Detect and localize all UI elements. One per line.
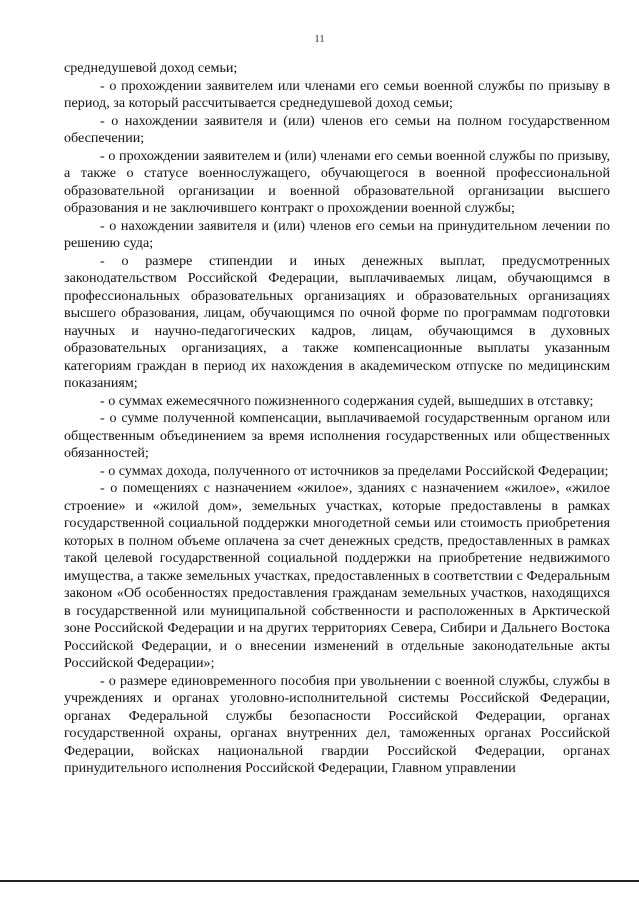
paragraph: - о прохождении заявителем или членами его семьи военной службы по призыву в период, за который рассчитывается среднедушевой доход семьи; [64,77,610,111]
page-number: 11 [314,33,325,45]
paragraph: - о размере единовременного пособия при увольнении с военной службы, службы в учреждениях и органах уголовно-исполнительной системы Российской Федерации, органах Федеральной службы безопасности Российской Федерации, органах государственной охраны, органах внутренних дел, таможенных органах Российской Федерации, войсках национальной гвардии Российской Федерации, органах принудительного исполнения Российской Федерации, Главном управлении [64,672,610,776]
paragraph: - о помещениях с назначением «жилое», зданиях с назначением «жилое», «жилое строение» и «жилой дом», земельных участках, которые предоставлены в рамках государственной социальной поддержки многодетной семьи или стоимость приобретения которых в полном объеме оплачена за счет денежных средств, предоставленных в рамках такой целевой государственной социальной поддержки на приобретение недвижимого имущества, а также земельных участках, предоставленных в соответствии с Федеральным законом «Об особенностях предоставления гражданам земельных участков, находящихся в государственной или муниципальной собственности и расположенных в Арктической зоне Российской Федерации и на других территориях Севера, Сибири и Дальнего Востока Российской Федерации, и о внесении изменений в отдельные законодательные акты Российской Федерации»; [64,480,610,671]
document-body [64,60,610,778]
paragraph: - о нахождении заявителя и (или) членов его семьи на полном государственном обеспечении; [64,112,610,146]
paragraph: - о прохождении заявителем и (или) членами его семьи военной службы по призыву, а также о статусе военнослужащего, обучающегося в военной профессиональной образовательной организации и военной образовательной организации высшего образования и не заключившего контракт о прохождении военной службы; [64,147,610,216]
paragraph: - о размере стипендии и иных денежных выплат, предусмотренных законодательством Российской Федерации, выплачиваемых лицам, обучающимся в профессиональных образовательных организациях и образовательных организациях высшего образования, лицам, обучающимся по очной форме по программам подготовки научных и научно-педагогических кадров, лицам, обучающимся в духовных образовательных организациях, а также компенсационные выплаты указанным категориям граждан в период их нахождения в академическом отпуске по медицинским показаниям; [64,252,610,391]
paragraph: - о суммах дохода, полученного от источников за пределами Российской Федерации; [100,462,609,479]
page-bottom-rule [0,880,639,882]
paragraph: - о нахождении заявителя и (или) членов его семьи на принудительном лечении по решению суда; [64,217,610,251]
paragraph: - о сумме полученной компенсации, выплачиваемой государственным органом или общественным объединением за время исполнения государственных или общественных обязанностей; [64,410,610,461]
paragraph: - о суммах ежемесячного пожизненного содержания судей, вышедших в отставку; [100,392,594,409]
paragraph: среднедушевой доход семьи; [64,60,238,76]
